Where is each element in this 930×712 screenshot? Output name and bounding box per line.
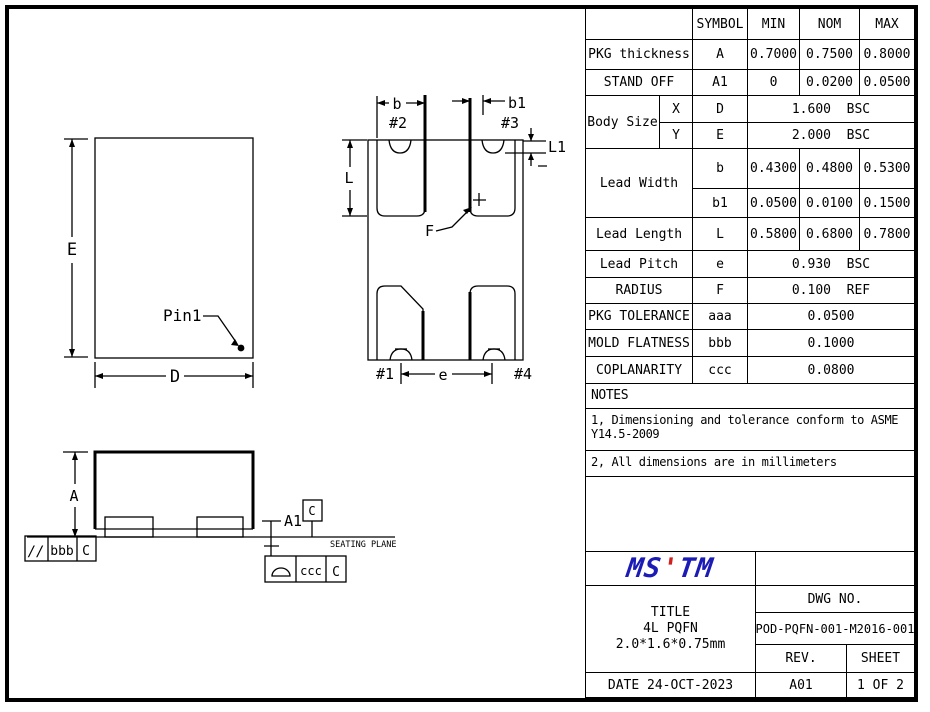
row-symbol: F	[693, 278, 748, 304]
row-value-span: 0.930 BSC	[748, 251, 915, 278]
row-label: Lead Pitch	[586, 251, 693, 278]
dim-l1-label: L1	[548, 138, 567, 156]
row-symbol: aaa	[693, 304, 748, 330]
row-nom: 0.0100	[800, 189, 860, 218]
row-symbol: A	[693, 40, 748, 70]
header-symbol: SYMBOL	[693, 9, 748, 40]
sheet-label: SHEET	[847, 645, 915, 673]
dim-a1-label: A1	[284, 512, 303, 530]
rev-label: REV.	[756, 645, 847, 673]
row-value-span: 0.100 REF	[748, 278, 915, 304]
row-min: 0.7000	[748, 40, 800, 70]
row-nom: 0.0200	[800, 70, 860, 96]
parallelism-tolerance: bbb	[50, 544, 74, 559]
seating-plane-label: SEATING PLANE	[330, 540, 397, 550]
row-max: 0.7800	[860, 218, 915, 251]
coplanarity-tolerance: ccc	[300, 564, 322, 578]
row-label: Body Size	[586, 96, 660, 149]
pad3-number: #3	[500, 114, 520, 132]
date-cell: DATE 24-OCT-2023	[586, 673, 756, 698]
row-max: 0.1500	[860, 189, 915, 218]
dim-f-label: F	[425, 222, 435, 240]
title-label: TITLE	[650, 605, 691, 620]
row-min: 0.0500	[748, 189, 800, 218]
row-label: Lead Width	[586, 149, 693, 218]
row-value-span: 1.600 BSC	[748, 96, 915, 123]
header-nom: NOM	[800, 9, 860, 40]
row-symbol: e	[693, 251, 748, 278]
note-1-line-1: 1, Dimensioning and tolerance conform to ASME	[591, 413, 899, 427]
row-nom: 0.7500	[800, 40, 860, 70]
dim-e-label: E	[66, 240, 78, 260]
row-symbol: b1	[693, 189, 748, 218]
dwg-no-label: DWG NO.	[756, 586, 915, 613]
pad4-number: #4	[513, 365, 533, 383]
row-max: 0.8000	[860, 40, 915, 70]
note-1-line-2: Y14.5-2009	[591, 427, 660, 441]
row-symbol: bbb	[693, 330, 748, 357]
pad1-number: #1	[375, 365, 395, 383]
logo-text-right: TM	[676, 553, 716, 584]
logo-accent: '	[659, 553, 682, 584]
title-line-2: 2.0*1.6*0.75mm	[615, 637, 726, 652]
row-label: PKG thickness	[586, 40, 693, 70]
dim-b1-label: b1	[508, 94, 527, 112]
dwg-no-value: POD-PQFN-001-M2016-001	[756, 613, 915, 645]
row-max: 0.0500	[860, 70, 915, 96]
coplanarity-datum: C	[332, 565, 340, 580]
row-value-span: 0.1000	[748, 330, 915, 357]
dim-d-label: D	[169, 367, 181, 387]
row-symbol: ccc	[693, 357, 748, 384]
row-value-span: 2.000 BSC	[748, 123, 915, 149]
body-size-x: X	[660, 96, 693, 123]
row-label: PKG TOLERANCE	[586, 304, 693, 330]
parallelism-datum: C	[82, 544, 90, 559]
row-symbol: E	[693, 123, 748, 149]
dim-l-label: L	[344, 169, 354, 187]
row-max: 0.5300	[860, 149, 915, 189]
row-value-span: 0.0800	[748, 357, 915, 384]
dim-e-pitch-label: e	[438, 366, 448, 384]
row-nom: 0.6800	[800, 218, 860, 251]
note-2: 2, All dimensions are in millimeters	[586, 451, 915, 477]
datum-c-label: C	[308, 504, 316, 518]
header-max: MAX	[860, 9, 915, 40]
title-line-1: 4L PQFN	[643, 621, 698, 636]
sheet-border	[5, 5, 918, 702]
dim-a-label: A	[69, 487, 79, 505]
header-min: MIN	[748, 9, 800, 40]
row-symbol: L	[693, 218, 748, 251]
row-symbol: A1	[693, 70, 748, 96]
parallelism-symbol-icon: //	[27, 544, 45, 560]
row-symbol: b	[693, 149, 748, 189]
row-label: MOLD FLATNESS	[586, 330, 693, 357]
row-min: 0	[748, 70, 800, 96]
row-symbol: D	[693, 96, 748, 123]
row-min: 0.4300	[748, 149, 800, 189]
pad2-number: #2	[388, 114, 408, 132]
body-size-y: Y	[660, 123, 693, 149]
row-label: RADIUS	[586, 278, 693, 304]
row-label: Lead Length	[586, 218, 693, 251]
row-label: COPLANARITY	[586, 357, 693, 384]
sheet-value: 1 OF 2	[847, 673, 915, 698]
row-label: STAND OFF	[586, 70, 693, 96]
row-min: 0.5800	[748, 218, 800, 251]
dim-b-label: b	[392, 95, 402, 113]
logo-text-left: MS	[625, 553, 665, 584]
notes-header: NOTES	[586, 384, 915, 409]
rev-value: A01	[756, 673, 847, 698]
pin1-label: Pin1	[163, 306, 202, 325]
row-value-span: 0.0500	[748, 304, 915, 330]
row-nom: 0.4800	[800, 149, 860, 189]
